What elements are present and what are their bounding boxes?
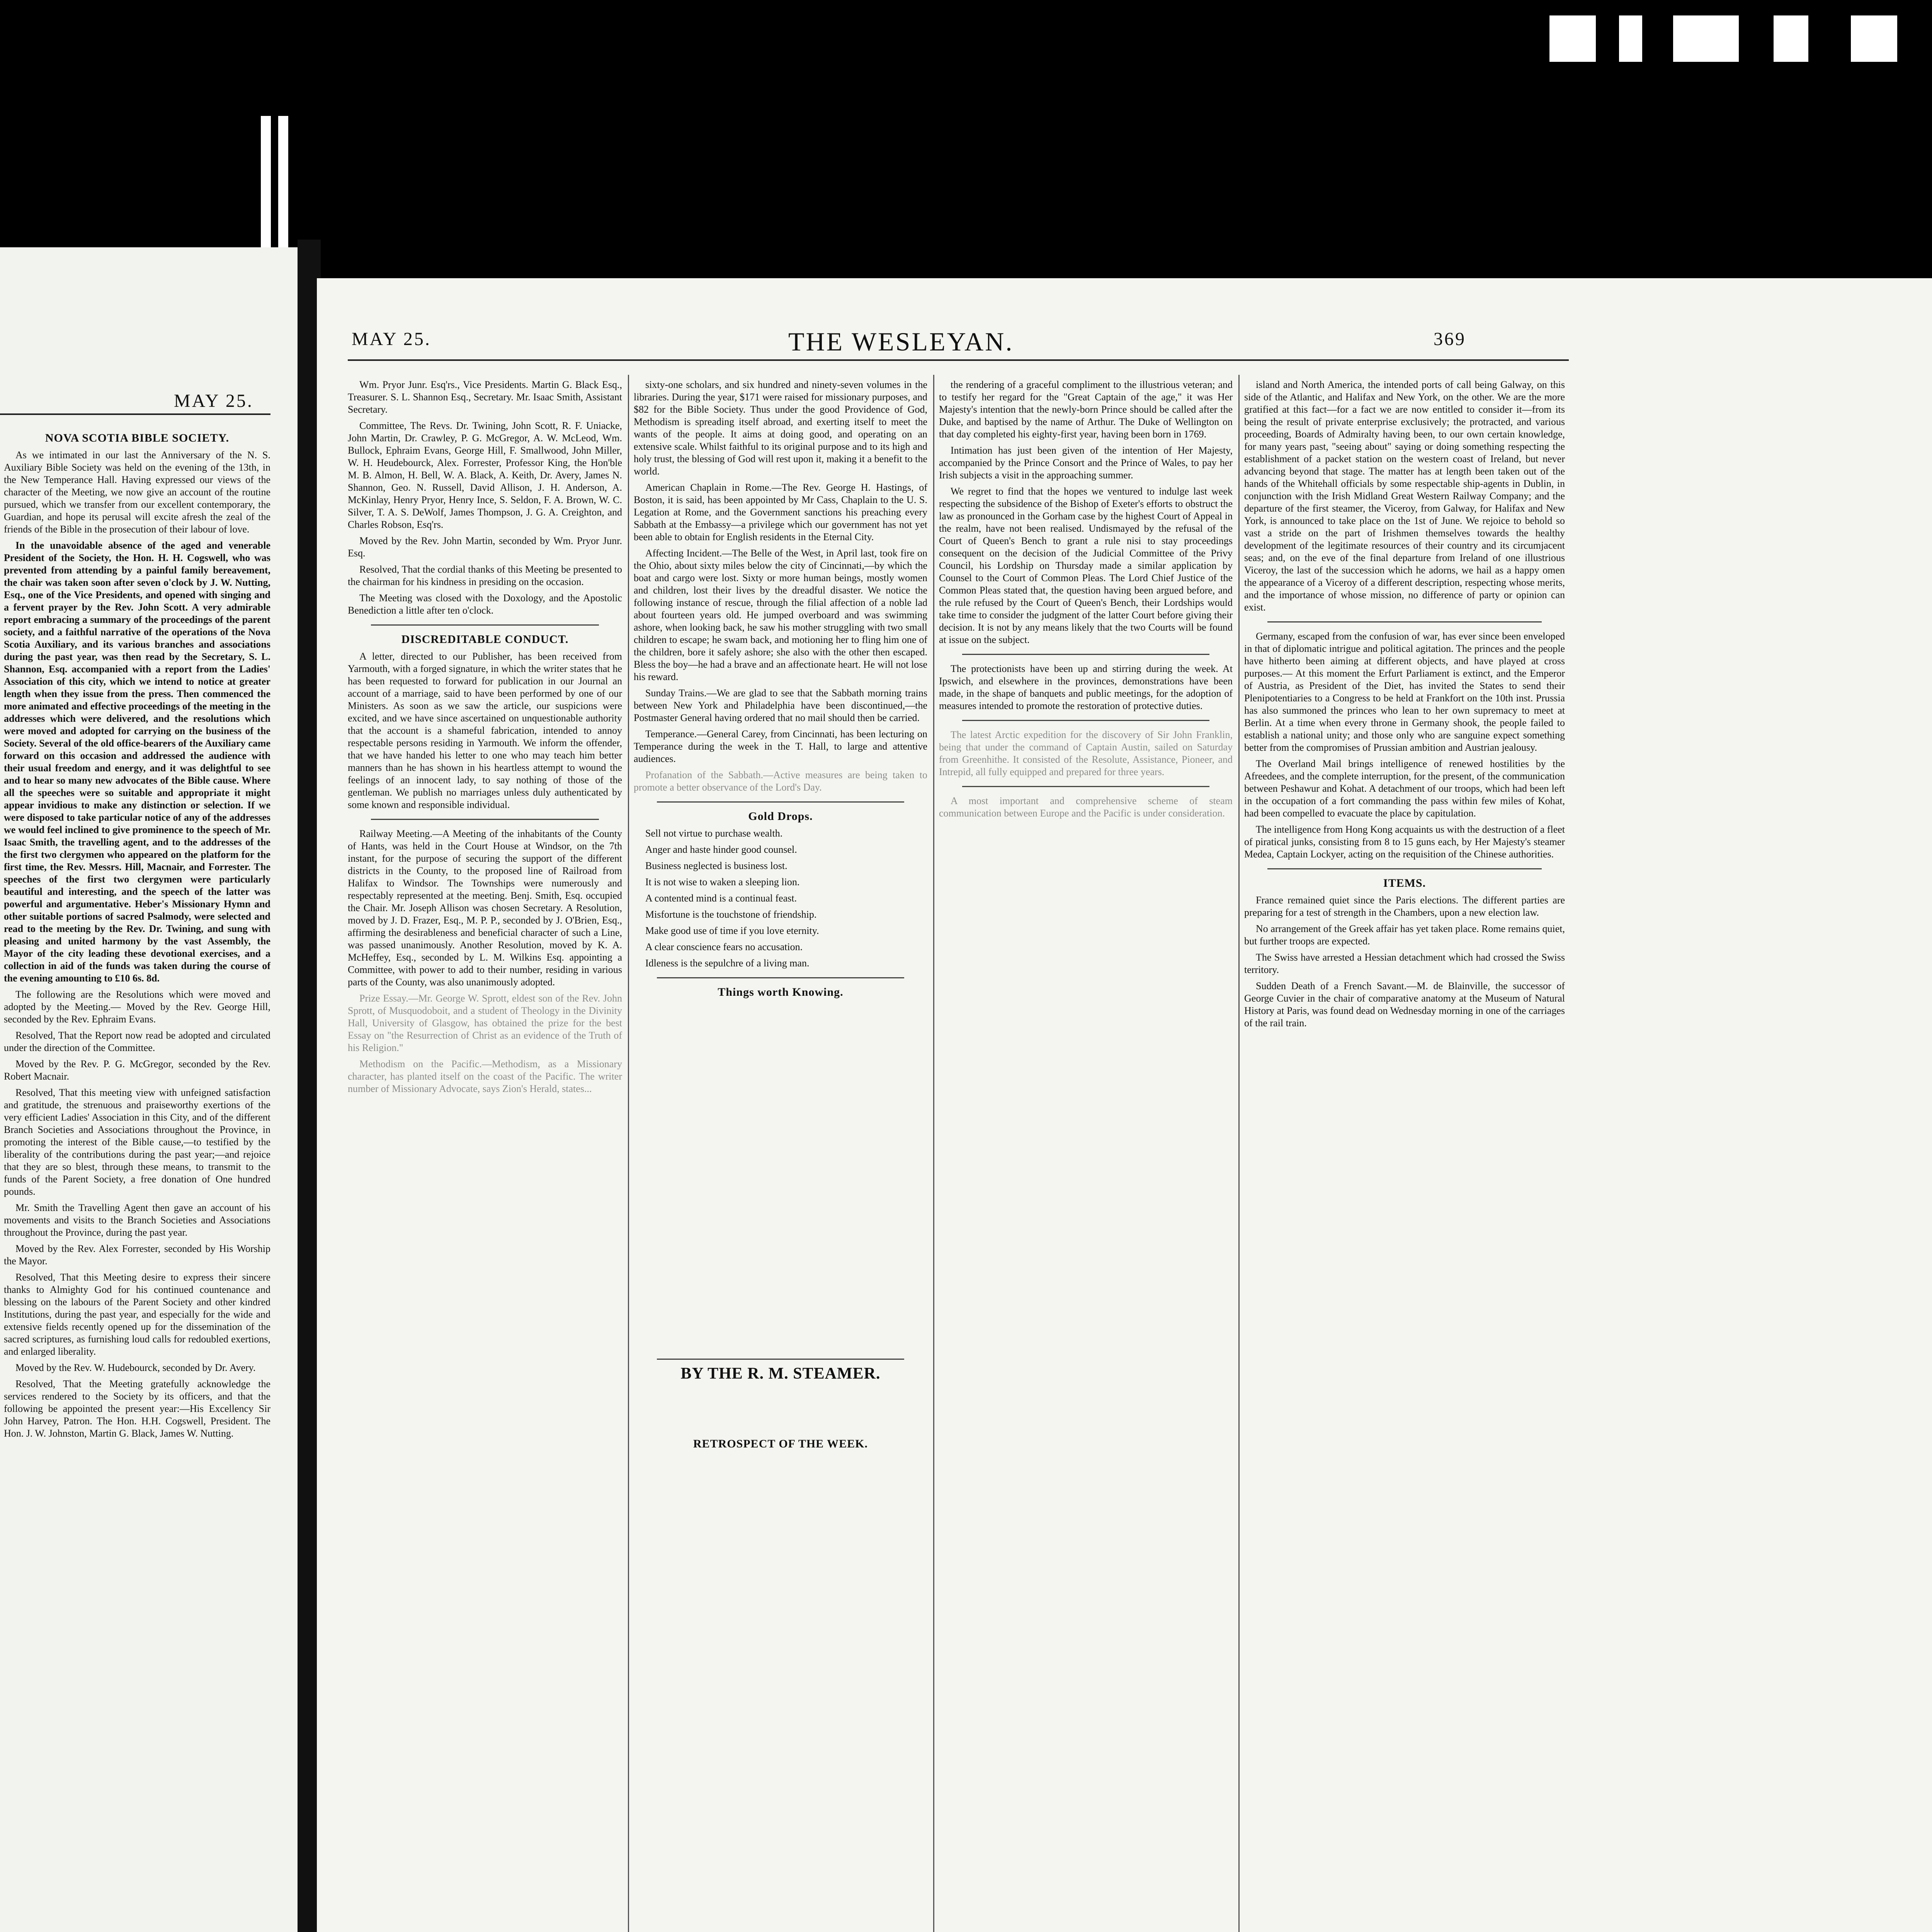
paragraph: Moved by the Rev. Alex Forrester, seconded by His Worship the Mayor. xyxy=(4,1243,270,1267)
paragraph: The following are the Resolutions which were moved and adopted by the Meeting.— Moved by the Rev. George Hill, seconded by the Rev. Ephraim Evans. xyxy=(4,989,270,1025)
section-divider xyxy=(962,654,1209,655)
paragraph: Committee, The Revs. Dr. Twining, John Scott, R. F. Uniacke, John Martin, Dr. Crawley, P. G. McGregor, A. W. McLeod, Wm. Bullock, Ephraim Evans, George Hill, F. Smallwood, John Miller, W. H. Heudebourck, Alex. Forrester, Professor King, the Hon'ble M. B. Almon, H. Bell, W. A. Black, A. Keith, Dr. Avery, James N. Shannon, Geo. N. Russell, David Allison, J. H. Anderson, A. McKinlay, Henry Pryor, Henry Ince, S. Seldon, F. A. Brown, W. C. Silver, T. A. S. DeWolf, James Thompson, J. G. A. Creighton, and Charles Robson, Esq'rs. xyxy=(348,420,622,530)
column-4 xyxy=(1244,379,1565,1932)
scan-artefact-mark xyxy=(1673,15,1739,62)
paragraph: A letter, directed to our Publisher, has been received from Yarmouth, with a forged signature, in which the writer states that he has been requested to forward for publication in our Journal an account of a marriage, said to have been performed by one of our Ministers. As soon as we saw the article, our suspicions were excited, and we have since ascertained on unquestionable authority that the account is a shameful fabrication, intended to annoy respectable persons residing in Yarmouth. We inform the offender, that we have handed his letter to one who may teach him better manners than he has shown in his heartless attempt to wound the feelings of an innocent lady, to say nothing of those of the gentleman. We publish no marriages unless duly authenticated by some known and responsible individual. xyxy=(348,651,622,810)
page-date: MAY 25. xyxy=(352,329,431,349)
paragraph: A most important and comprehensive scheme of steam communication between Europe and the Pacific is under consideration. xyxy=(939,795,1233,819)
faded-text-block xyxy=(634,1003,927,1351)
paragraph: American Chaplain in Rome.—The Rev. George H. Hastings, of Boston, it is said, has been appointed by Mr Cass, Chaplain to the U. S. Legation at Rome, and the Government sanctions his preaching every Sabbath at the Embassy—a privilege which our government has not yet been able to obtain for English residents in the Eternal City. xyxy=(634,482,927,543)
scan-artefact-mark xyxy=(1851,15,1897,62)
column-2 xyxy=(634,379,927,1932)
paragraph: In the unavoidable absence of the aged and venerable President of the Society, the Hon. H. H. Cogswell, who was prevented from attending by a painful family bereavement, the chair was taken soon after seven o'clock by J. W. Nutting, Esq., one of the Vice Presidents, and opened with singing and a fervent prayer by the Rev. John Scott. A very admirable report embracing a summary of the proceedings of the parent society, and a faithful narrative of the operations of the Nova Scotia Auxiliary, and its various branches and associations during the past year, was then read by the Secretary, S. L. Shannon, Esq. accompanied with a report from the Ladies' Association of this city, which we intend to notice at greater length when they issue from the press. Then commenced the more animated and effective proceedings of the meeting in the addresses which were delivered, and the resolutions which were moved and adopted for carrying on the business of the Society. Several of the old office-bearers of the Auxiliary came forward on this occasion and addressed the audience with their usual freedom and energy, and it was delightful to see and to hear so many new advocates of the Bible cause. Where all the speeches were so suitable and appropriate it might appear invidious to make any distinction or selection. If we were disposed to take particular notice of any of the addresses we would feel inclined to give prominence to the speech of Mr. Isaac Smith, the travelling agent, and to the addresses of the the first two clergymen who appeared on the platform for the first time, the Rev. Messrs. Hill, Macnair, and Forrester. The speeches of the first two clergymen were particularly beautiful and interesting, and the speech of the latter was powerful and argumentative. Heber's Missionary Hymn and other suitable portions of sacred Psalmody, were selected and read to the meeting by the Rev. Dr. Twining, and sung with pleasing and united harmony by the vast Assembly, the Mayor of the city leading these devotional exercises, and a collection in aid of the funds was taken during the course of the evening amounting to £10 6s. 8d. xyxy=(4,540,270,984)
paragraph: Railway Meeting.—A Meeting of the inhabitants of the County of Hants, was held in the Court House at Windsor, on the 7th instant, for the purpose of securing the support of the different districts in the County, to the proposed line of Railroad from Halifax to Windsor. The Townships were numerously and respectably represented at the meeting. Benj. Smith, Esq. occupied the Chair. Mr. Joseph Allison was chosen Secretary. A Resolution, moved by J. D. Frazer, Esq., M. P. P., seconded by J. O'Brien, Esq., affirming the desirableness and beneficial character of such a Line, was passed unanimously. Another Resolution, moved by K. A. McHeffey, Esq., seconded by L. M. Wilkins Esq. appointing a Committee, with power to add to their number, residing in various parts of the County, was also unanimously adopted. xyxy=(348,828,622,988)
paragraph: Moved by the Rev. W. Hudebourck, seconded by Dr. Avery. xyxy=(15,1362,256,1373)
article-heading: DISCREDITABLE CONDUCT. xyxy=(401,633,569,646)
paragraph: The protectionists have been up and stirring during the week. At Ipswich, and elsewhere in the provinces, demonstrations have been made, in the shape of banquets and public meetings, for the adoption of measures intended to promote the restoration of protective duties. xyxy=(939,663,1233,711)
article-heading: Gold Drops. xyxy=(748,810,813,823)
list-item: A clear conscience fears no accusation. xyxy=(645,941,803,952)
scan-artefact-mark xyxy=(1774,15,1808,62)
list-item: Sell not virtue to purchase wealth. xyxy=(645,828,783,839)
right-page xyxy=(317,278,1932,1932)
header-rule xyxy=(0,413,270,415)
page-title: THE WESLEYAN. xyxy=(788,327,1014,356)
paragraph: Prize Essay.—Mr. George W. Sprott, eldest son of the Rev. John Sprott, of Musquodoboit, and a student of Theology in the Divinity Hall, University of Glasgow, has obtained the prize for the best Essay on "the Resurrection of Christ as an evidence of the Truth of his Religion." xyxy=(348,993,622,1053)
section-divider xyxy=(371,819,599,820)
list-item: Misfortune is the touchstone of friendship. xyxy=(645,909,817,920)
section-divider xyxy=(657,801,904,803)
paragraph: Intimation has just been given of the intention of Her Majesty, accompanied by the Prince Consort and the Prince of Wales, to pay her Irish subjects a visit in the approaching summer. xyxy=(939,445,1233,481)
paragraph: Wm. Pryor Junr. Esq'rs., Vice Presidents. Martin G. Black Esq., Treasurer. S. L. Shannon Esq., Secretary. Mr. Isaac Smith, Assistant Secretary. xyxy=(348,379,622,415)
paragraph: The Swiss have arrested a Hessian detachment which had crossed the Swiss territory. xyxy=(1244,952,1565,975)
article-heading: NOVA SCOTIA BIBLE SOCIETY. xyxy=(45,432,230,444)
paragraph: We regret to find that the hopes we ventured to indulge last week respecting the subsidence of the Bishop of Exeter's efforts to obstruct the law as pronounced in the Gorham case by the highest Court of Appeal in the realm, have not been realised. Undismayed by the refusal of the Court of Queen's Bench to grant a rule nisi to stay proceedings consequent on the decision of the Judicial Committee of the Privy Council, his Lordship on Thursday made a similar application by Counsel to the Court of Common Pleas. The Lord Chief Justice of the Common Pleas stated that, the question having been argued before, and the rule refused by the Court of Queen's Bench, their Lordships would take time to consider the judgment of the latter Court before giving their decision. It is not by any means likely that the two Courts will be found at issue on the subject. xyxy=(939,486,1233,645)
paragraph: France remained quiet since the Paris elections. The different parties are preparing for a test of strength in the Chambers, upon a new election law. xyxy=(1244,895,1565,918)
paragraph: the rendering of a graceful compliment to the illustrious veteran; and to testify her regard for the "Great Captain of the age," it was Her Majesty's intention that the newly-born Prince should be called after the Duke, and baptised by the name of Arthur. The Duke of Wellington on that day completed his eighty-first year, having been born in 1769. xyxy=(939,379,1233,440)
section-divider xyxy=(1267,868,1542,869)
page-number: 369 xyxy=(1434,329,1466,349)
paragraph: Profanation of the Sabbath.—Active measures are being taken to promote a better observance of the Lord's Day. xyxy=(634,769,927,793)
article-heading: ITEMS. xyxy=(1383,877,1426,889)
paragraph: Methodism on the Pacific.—Methodism, as a Missionary character, has planted itself on the coast of the Pacific. The writer number of Missionary Advocate, says Zion's Herald, states... xyxy=(348,1058,622,1094)
paragraph: The Meeting was closed with the Doxology, and the Apostolic Benediction a little after ten o'clock. xyxy=(348,592,622,616)
section-divider xyxy=(657,1359,904,1360)
paragraph: Sunday Trains.—We are glad to see that the Sabbath morning trains between New York and Philadelphia have been discontinued,—the Postmaster General having ordered that no mail should then be carried. xyxy=(634,687,927,723)
article-heading: Things worth Knowing. xyxy=(718,986,844,998)
paragraph: The intelligence from Hong Kong acquaints us with the destruction of a fleet of piratical junks, consisting from 8 to 15 guns each, by Her Majesty's steamer Medea, Captain Lockyer, acting on the requisition of the Chinese authorities. xyxy=(1244,824,1565,860)
paragraph: Temperance.—General Carey, from Cincinnati, has been lecturing on Temperance during the week in the T. Hall, to large and attentive audiences. xyxy=(634,728,927,764)
section-divider xyxy=(657,977,904,978)
article-heading: RETROSPECT OF THE WEEK. xyxy=(693,1437,868,1450)
paragraph: Moved by the Rev. P. G. McGregor, seconded by the Rev. Robert Macnair. xyxy=(4,1058,270,1082)
paragraph: Resolved, That this Meeting desire to express their sincere thanks to Almighty God for his continued countenance and blessing on the labours of the Parent Society and other kindred Institutions, during the past year, and especially for the wide and extensive fields recently opened up for the dissemination of the sacred scriptures, as furnishing loud calls for redoubled exertions, and enlarged liberality. xyxy=(4,1272,270,1357)
list-item: Idleness is the sepulchre of a living man. xyxy=(645,957,810,969)
faded-text-block xyxy=(634,1384,927,1431)
paragraph: Resolved, That the cordial thanks of this Meeting be presented to the chairman for his kindness in presiding on the occasion. xyxy=(348,564,622,587)
paragraph: island and North America, the intended ports of call being Galway, on this side of the Atlantic, and Halifax and New York, on the other. We are the more gratified at this fact—for a fact we are now entitled to consider it—from its being the result of private enterprise exclusively; the protracted, and various proceeding, Boards of Admiralty having been, to our own certain knowledge, for many years past, "seeing about" saying or doing something respecting the establishment of a packet station on the western coast of Ireland, but never advancing beyond that stage. The matter has at length been taken out of the hands of the Whitehall officials by some respectable ship-agents in Dublin, in conjunction with the Irish Midland Great Western Railway Company; and the departure of the first steamer, the Viceroy, from Galway, for Halifax and New York, is announced to take place on the 1st of June. We rejoice to behold so vast a stride on the part of Irishmen themselves towards the healthy development of the legitimate resources of their country and its circumjacent seas; and, on the eve of the final departure from Ireland of one illustrious Viceroy, the last of the succession which he adorns, we hail as a happy omen the appearance of a Viceroy of a different description, respecting whose merits, and the importance of whose mission, no difference of party or opinion can exist. xyxy=(1244,379,1565,613)
paragraph: Mr. Smith the Travelling Agent then gave an account of his movements and visits to the Branch Societies and Associations throughout the Province, during the past year. xyxy=(4,1202,270,1238)
paragraph: The Overland Mail brings intelligence of renewed hostilities by the Afreedees, and the complete interruption, for the present, of the communication between Peshawur and Kohat. A detachment of our troops, which had been left in the occupation of a fort commanding the pass within few miles of Kohat, had been compelled to evacuate the place by capitulation. xyxy=(1244,758,1565,819)
paragraph: The latest Arctic expedition for the discovery of Sir John Franklin, being that under the command of Captain Austin, sailed on Saturday from Greenhithe. It consisted of the Resolute, Assistance, Pioneer, and Intrepid, all fully equipped and prepared for three years. xyxy=(939,729,1233,777)
paragraph: Resolved, That the Report now read be adopted and circulated under the direction of the Committee. xyxy=(4,1030,270,1053)
list-item: A contented mind is a continual feast. xyxy=(645,893,797,904)
paragraph: No arrangement of the Greek affair has yet taken place. Rome remains quiet, but further troops are expected. xyxy=(1244,923,1565,947)
column-rule xyxy=(1238,375,1240,1932)
left-page xyxy=(0,247,301,1932)
left-page-date: MAY 25. xyxy=(174,391,253,411)
paragraph: Germany, escaped from the confusion of war, has ever since been enveloped in that of diplomatic intrigue and political agitation. The princes and the people have hitherto been aiming at different objects, and have played at cross purposes.— At this moment the Erfurt Parliament is extinct, and the Emperor of Austria, as President of the Diet, has invited the States to send their Plenipotentiaries to a Congress to be held at Frankfort on the 10th inst. Prussia has also summoned the princes who lean to her own supremacy to meet at Berlin. At a time when every throne in Germany shook, the people failed to establish a national unity; and those only who are sanguine expect something better from the compromises of Prussian ambition and Austrian jealousy. xyxy=(1244,631,1565,753)
header-rule xyxy=(348,359,1569,361)
left-page-column xyxy=(4,425,270,1932)
scan-artefact-mark xyxy=(1549,15,1596,62)
paragraph: Sudden Death of a French Savant.—M. de Blainville, the successor of George Cuvier in the chair of comparative anatomy at the Museum of Natural History at Paris, was found dead on Wednesday morning in one of the carriages of the rail train. xyxy=(1244,980,1565,1029)
list-item: Business neglected is business lost. xyxy=(645,860,787,871)
section-divider xyxy=(371,624,599,626)
paragraph: Resolved, That this meeting view with unfeigned satisfaction and gratitude, the strenuous and praiseworthy exertions of the very efficient Ladies' Association in this City, and of the different Branch Societies and Associations throughout the Province, in promoting the interest of the Bible cause,—to testified by the liberality of the contributions during the past year;—and rejoice that they are so blest, through these means, to transmit to the funds of the Parent Society, a free donation of One hundred pounds. xyxy=(4,1087,270,1197)
paragraph: As we intimated in our last the Anniversary of the N. S. Auxiliary Bible Society was held on the evening of the 13th, in the New Temperance Hall. Having expressed our views of the character of the Meeting, we now give an account of the routine pursued, which we transfer from our excellent contemporary, the Guardian, and hope its perusal will excite afresh the zeal of the friends of the Bible in the prosecution of their labour of love. xyxy=(4,449,270,535)
column-rule xyxy=(933,375,934,1932)
paragraph: Moved by the Rev. John Martin, seconded by Wm. Pryor Junr. Esq. xyxy=(348,535,622,559)
paragraph: Resolved, That the Meeting gratefully acknowledge the services rendered to the Society by its officers, and that the following be appointed the present year:—His Excellency Sir John Harvey, Patron. The Hon. H.H. Cogswell, President. The Hon. J. W. Johnston, Martin G. Black, James W. Nutting. xyxy=(4,1378,270,1439)
paragraph: Affecting Incident.—The Belle of the West, in April last, took fire on the Ohio, about sixty miles below the city of Cincinnati,—by which the boat and cargo were lost. Sixty or more human beings, mostly women and children, lost their lives by the dreadful disaster. We notice the following instance of rescue, through the filial affection of a noble lad about fourteen years old. He jumped overboard and was swimming ashore, when looking back, he saw his mother struggling with two small children to escape; he swam back, and motioning her to fling him one of the children, bore it safely ashore; she also with the other then escaped. Bless the boy—he had a brave and an affectionate heart. He will not lose his reward. xyxy=(634,548,927,682)
list-item: Anger and haste hinder good counsel. xyxy=(645,844,797,855)
section-divider xyxy=(962,786,1209,787)
section-divider xyxy=(962,720,1209,721)
list-item: Make good use of time if you love eternity. xyxy=(645,925,819,936)
paragraph: sixty-one scholars, and six hundred and ninety-seven volumes in the libraries. During the year, $171 were raised for missionary purposes, and $82 for the Bible Society. Thus under the good Providence of God, Methodism is spreading itself abroad, and exerting itself to meet the wants of the people. It aims at doing good, and operating on an extensive scale. Whilst faithful to its original purpose and to its high and holy trust, the blessing of God will rest upon it, making it a benefit to the world. xyxy=(634,379,927,477)
list-item: It is not wise to waken a sleeping lion. xyxy=(645,876,800,888)
column-3 xyxy=(939,379,1233,1932)
column-1 xyxy=(348,379,622,1932)
scan-artefact-mark xyxy=(1619,15,1642,62)
section-divider xyxy=(1267,621,1542,622)
article-heading: BY THE R. M. STEAMER. xyxy=(680,1365,881,1383)
column-rule xyxy=(628,375,629,1932)
